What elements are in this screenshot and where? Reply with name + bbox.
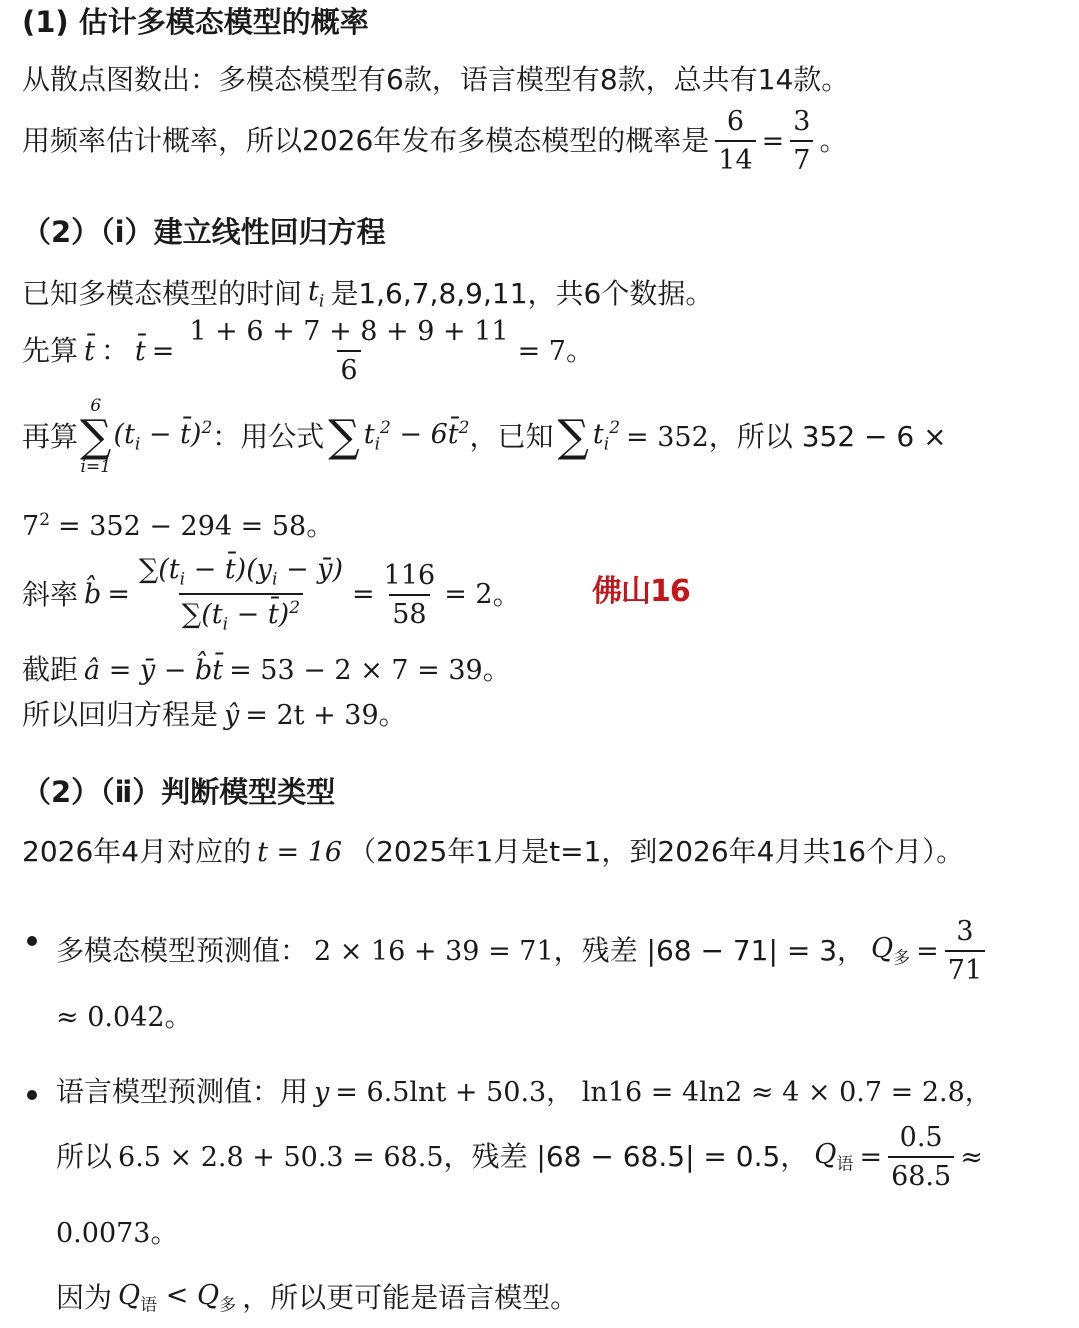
frac-numerator: 1 + 6 + 7 + 8 + 9 + 11 — [189, 316, 509, 347]
period: 。 — [164, 1000, 193, 1033]
math-value: = 6.5lnt + 50.3 — [335, 1076, 547, 1108]
equals-sign: = — [761, 125, 785, 157]
equals-sign: = — [151, 335, 175, 367]
equals-sign: = — [916, 935, 939, 967]
frac-numerator: 3 — [793, 106, 811, 137]
period: 。 — [482, 653, 511, 686]
math-term: t = 16 — [257, 836, 343, 868]
frac-numerator: 0.5 — [899, 1122, 943, 1153]
slope-fraction-1 — [136, 556, 346, 634]
math-value: = 352 − 294 = 58 — [58, 510, 307, 542]
frac-denominator: 7 — [790, 140, 813, 174]
slope-result: = 2 — [444, 579, 493, 611]
frac-denominator: $\sum(t_i$ − t̄)$^2$ — [179, 593, 303, 633]
period: 。 — [492, 577, 521, 611]
frac-denominator: 6 — [337, 350, 360, 384]
equals-sign: = — [859, 1141, 883, 1173]
q-yu-fraction — [888, 1124, 954, 1190]
text-segment: ，所以 352 − 6 × — [708, 420, 947, 453]
period: 。 — [565, 334, 594, 367]
math-ti: $t_i$ — [308, 276, 325, 312]
math-value: ， ln16 = 4ln2 ≈ 4 × 0.7 = 2.8， — [546, 1076, 992, 1108]
period: 。 — [150, 1216, 179, 1249]
frac-denominator: 71 — [945, 950, 985, 984]
sigma-icon: ∑ — [328, 411, 360, 462]
math-tbar: t̄ — [84, 335, 95, 367]
section2ii-heading: （2）（ⅱ）判断模型类型 — [22, 775, 336, 809]
math-term: $t_i^2$ − 6t̄$^2$ — [363, 418, 470, 455]
colon: ： — [100, 334, 129, 367]
math-y: y — [314, 1076, 330, 1108]
text-segment: 先算 — [22, 334, 79, 367]
section2i-heading: （2）（ⅰ）建立线性回归方程 — [22, 215, 386, 249]
bullet-icon — [27, 936, 37, 946]
frac-numerator: 3 — [956, 916, 974, 947]
equation-line — [22, 698, 407, 731]
subscript: 多 — [893, 948, 911, 969]
frac-denominator: 68.5 — [888, 1156, 954, 1190]
q-duo-fraction — [945, 918, 985, 984]
text-segment: 截距 — [22, 653, 79, 686]
period: 。 — [819, 124, 848, 157]
watermark-stamp: 佛山16 — [592, 574, 690, 609]
text-segment: ，所以更可能是语言模型。 — [242, 1281, 579, 1315]
frac-denominator: 14 — [715, 140, 755, 174]
sigma-icon: ∑ — [557, 411, 589, 462]
text-segment: 已知多模态模型的时间 — [22, 277, 303, 311]
bullet2-line1 — [56, 1075, 992, 1108]
prob-fraction-2 — [790, 108, 813, 174]
text-segment: 因为 — [56, 1281, 113, 1315]
bullet1-continuation — [56, 1000, 193, 1033]
text-segment: 2026年4月对应的 — [22, 835, 252, 868]
tbar-line — [22, 318, 594, 384]
frac-denominator: 58 — [389, 594, 429, 628]
tbar-result: = 7 — [517, 335, 566, 367]
math-value: 0.0073 — [56, 1217, 151, 1249]
approx-sign: ≈ — [960, 1141, 983, 1173]
tbar-fraction — [186, 318, 511, 384]
subscript: 语 — [836, 1154, 854, 1175]
text-segment: 所以回归方程是 — [22, 698, 219, 731]
math-value: 6.5 × 2.8 + 50.3 = 68.5 — [118, 1141, 444, 1173]
math-q: $Q_语$ — [814, 1138, 854, 1175]
section1-line1: 从散点图数出：多模态模型有6款，语言模型有8款，总共有14款。 — [22, 63, 850, 96]
text-segment: ，残差 |68 − 71| = 3， — [553, 934, 866, 967]
text-segment: 是1,6,7,8,9,11，共6个数据。 — [330, 277, 714, 311]
math-yhat: ŷ — [224, 699, 240, 731]
text-segment: ：用公式 — [212, 420, 325, 453]
math-value: = 53 − 2 × 7 = 39 — [229, 654, 483, 686]
bullet2-line2 — [56, 1124, 983, 1190]
math-term: ($t_i$ − t̄)$^2$ — [113, 418, 213, 455]
text-segment: （2025年1月是t=1，到2026年4月共16个月）。 — [348, 835, 965, 868]
math-value: 2 × 16 + 39 = 71 — [314, 935, 554, 967]
math-value: = 2t + 39 — [245, 699, 379, 731]
bullet1-line — [56, 918, 991, 984]
math-value: ≈ 0.042 — [56, 1001, 165, 1033]
period: 。 — [306, 509, 335, 542]
section1-line2-text: 用频率估计概率，所以2026年发布多模态模型的概率是 — [22, 124, 710, 157]
subscript: 语 — [140, 1295, 158, 1316]
bullet-icon — [27, 1090, 37, 1100]
bullet2-continuation — [56, 1216, 179, 1249]
section1-heading: (1) 估计多模态模型的概率 — [22, 5, 369, 39]
sigma-icon: ∑ — [80, 411, 112, 462]
math-compare: $Q_语 < Q_多$ — [118, 1280, 237, 1316]
frac-numerator: 116 — [383, 559, 436, 591]
math-value: = 352 — [626, 421, 709, 453]
frac-numerator: 6 — [726, 106, 745, 137]
sum-line — [22, 398, 947, 476]
subscript: 多 — [219, 1295, 237, 1316]
frac-numerator: $\sum(t_i$ − $t̄)(y_i$ − ȳ) — [138, 554, 344, 590]
text-segment: 多模态模型预测值： — [56, 934, 309, 967]
text-segment: 所以 — [56, 1140, 113, 1173]
math-tbar: t̄ — [134, 335, 146, 367]
text-segment: ，已知 — [469, 420, 554, 453]
slope-line — [22, 556, 521, 634]
prob-fraction-1 — [715, 108, 755, 174]
sum-symbol — [80, 398, 111, 476]
sum-continuation-line — [22, 509, 335, 542]
conclusion-line — [56, 1282, 578, 1314]
intercept-line — [22, 653, 511, 686]
text-segment: ，残差 |68 − 68.5| = 0.5， — [443, 1140, 809, 1173]
equals-sign: = — [352, 579, 375, 611]
math-term: â = ȳ − b̂t̄ — [84, 654, 224, 686]
text-segment: 斜率 — [22, 577, 79, 611]
sum-lower-limit: i=1 — [80, 457, 111, 477]
sum-upper-limit: 6 — [90, 396, 102, 416]
section2ii-line1 — [22, 835, 965, 868]
math-term: $t_i^2$ — [592, 418, 621, 455]
section1-line2 — [22, 108, 847, 174]
math-bhat: b̂ — [84, 579, 102, 611]
text-segment: 语言模型预测值：用 — [56, 1075, 309, 1108]
section2i-line1 — [22, 278, 713, 310]
math-term: $7^2$ — [22, 510, 51, 542]
math-q: $Q_多$ — [871, 932, 911, 969]
text-segment: 再算 — [22, 420, 79, 453]
equals-sign: = — [107, 579, 130, 611]
period: 。 — [378, 698, 407, 731]
slope-fraction-2 — [381, 559, 439, 630]
